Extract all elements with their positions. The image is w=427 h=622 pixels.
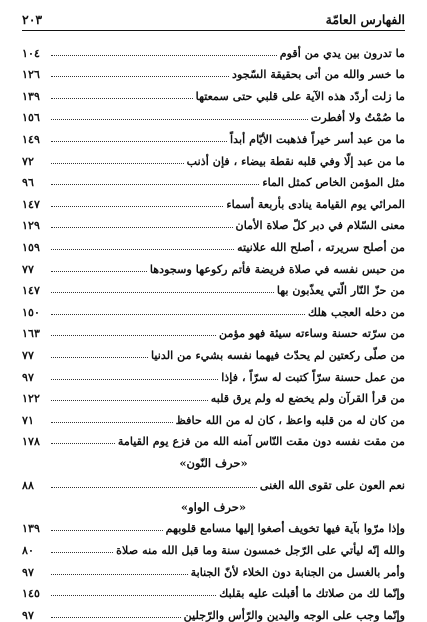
entry-page: ٩٦ xyxy=(22,175,35,190)
index-entry xyxy=(22,38,405,60)
dot-leader xyxy=(51,422,173,423)
dot-leader xyxy=(51,271,147,272)
entry-text: مثل المؤمن الخاص كمثل الماء xyxy=(262,175,405,190)
dot-leader xyxy=(51,552,113,553)
entry-page: ١٣٩ xyxy=(22,521,41,536)
dot-leader xyxy=(51,227,233,228)
entry-text: والله إنّه ليأتي على الرّجل خمسون سنة وما قبل الله منه صلاة xyxy=(116,543,405,558)
entry-page: ٧٧ xyxy=(22,261,35,276)
index-entry xyxy=(22,579,405,601)
entry-text: ما خسر والله من أتى بحقيقة السّجود xyxy=(231,67,405,82)
dot-leader xyxy=(51,335,216,336)
entry-page: ١٤٧ xyxy=(22,196,41,211)
entry-text: من أصلح سريرته ، أصلح الله علانيته xyxy=(237,239,405,254)
index-entry xyxy=(22,276,405,298)
entry-page: ١٤٧ xyxy=(22,283,41,298)
index-entry xyxy=(22,232,405,254)
index-entry xyxy=(22,146,405,168)
entry-text: من مقت نفسه دون مقت النّاس آمنه الله من فزع يوم القيامة xyxy=(117,434,405,449)
entry-text: وإنّما لك من صلاتك ما أقبلت عليه بقلبك xyxy=(219,586,405,601)
entry-page: ١٥٩ xyxy=(22,239,41,254)
index-entries xyxy=(22,38,405,622)
entry-text: من قرأ القرآن ولم يخضع له ولم يرق قلبه xyxy=(210,391,405,406)
index-entry xyxy=(22,297,405,319)
entry-page: ١٢٢ xyxy=(22,391,41,406)
entry-page: ١٥٦ xyxy=(22,110,41,125)
index-entry xyxy=(22,362,405,384)
index-entry xyxy=(22,81,405,103)
index-entry xyxy=(22,254,405,276)
entry-text: نعم العون على تقوى الله الغنى xyxy=(259,477,405,492)
entry-text: من سرّته حسنة وساءته سيئة فهو مؤمن xyxy=(218,326,405,341)
entry-text: معنى السّلام في دبر كلّ صلاة الأمان xyxy=(235,218,405,233)
dot-leader xyxy=(51,574,188,575)
entry-page: ٨٠ xyxy=(22,543,35,558)
dot-leader xyxy=(51,55,277,56)
index-entry xyxy=(22,427,405,449)
dot-leader xyxy=(51,184,259,185)
page-header xyxy=(22,10,405,28)
section-heading-noon: «حرف النّون» xyxy=(179,456,248,471)
dot-leader xyxy=(51,595,216,596)
entry-text: من دخله العجب هلك xyxy=(308,304,405,319)
section-heading-waw: «حرف الواو» xyxy=(180,499,247,514)
index-entry xyxy=(22,168,405,190)
entry-page: ١٢٩ xyxy=(22,218,41,233)
header-rule xyxy=(22,30,405,31)
entry-text: من حبس نفسه في صلاة فريضة فأتم ركوعها وسجودها xyxy=(149,261,405,276)
entry-page: ١٣٩ xyxy=(22,88,41,103)
index-entry xyxy=(22,557,405,579)
index-entry xyxy=(22,514,405,536)
index-entry xyxy=(22,470,405,492)
index-entry xyxy=(22,211,405,233)
entry-text: ما صُمْتُ ولا أفطرت xyxy=(310,110,405,125)
entry-text: ما من عبد أسر خيراً فذهبت الأيّام أبداً xyxy=(230,131,405,146)
index-entry xyxy=(22,60,405,82)
dot-leader xyxy=(51,530,163,531)
index-entry xyxy=(22,384,405,406)
entry-text: من عمل حسنة سرّاً كتبت له سرّاً ، فإذا xyxy=(221,369,405,384)
index-entry xyxy=(22,103,405,125)
entry-page: ٩٧ xyxy=(22,564,35,579)
entry-page: ٧١ xyxy=(22,412,35,427)
index-entry xyxy=(22,319,405,341)
entry-page: ٩٧ xyxy=(22,369,35,384)
entry-page: ٧٧ xyxy=(22,347,35,362)
dot-leader xyxy=(51,292,274,293)
dot-leader xyxy=(51,400,208,401)
entry-text: من حزّ النّار الّتي يعذّبون بها xyxy=(276,283,405,298)
dot-leader xyxy=(51,487,257,488)
entry-text: المرائي يوم القيامة ينادى بأربعة أسماء xyxy=(226,196,405,211)
dot-leader xyxy=(51,379,218,380)
entry-page: ٧٢ xyxy=(22,153,35,168)
entry-page: ١٢٦ xyxy=(22,67,41,82)
entry-page: ٩٧ xyxy=(22,607,35,622)
dot-leader xyxy=(51,249,234,250)
dot-leader xyxy=(51,119,308,120)
entry-page: ١٦٣ xyxy=(22,326,41,341)
entry-text: وإذا مرّوا بآية فيها تخويف أصغوا إليها مسامع قلوبهم xyxy=(165,521,405,536)
dot-leader xyxy=(51,314,305,315)
header-page-number: ٢٠٣ xyxy=(22,11,43,27)
index-entry xyxy=(22,189,405,211)
entry-page: ١٠٤ xyxy=(22,45,41,60)
entry-text: من كان له من قلبه واعظ ، كان له من الله حافظ xyxy=(175,412,405,427)
entry-text: ما تدرون بين يدي من أقوم xyxy=(279,45,405,60)
dot-leader xyxy=(51,76,229,77)
index-entry xyxy=(22,124,405,146)
index-entry xyxy=(22,600,405,622)
dot-leader xyxy=(51,98,193,99)
dot-leader xyxy=(51,163,184,164)
entry-page: ١٧٨ xyxy=(22,434,41,449)
entry-text: وإنّما وجب على الوجه واليدين والرّأس والرّجلين xyxy=(183,607,405,622)
entry-text: وأمر بالغسل من الجنابة دون الخلاء لأنّ الجنابة xyxy=(190,564,405,579)
entry-page: ١٤٩ xyxy=(22,131,41,146)
entry-text: ما من عبد إلّا وفي قلبه نقطة بيضاء ، فإن أذنب xyxy=(186,153,405,168)
dot-leader xyxy=(51,617,181,618)
dot-leader xyxy=(51,141,227,142)
dot-leader xyxy=(51,357,148,358)
index-entry xyxy=(22,340,405,362)
dot-leader xyxy=(51,443,115,444)
entry-text: ما زلت أردّد هذه الآية على قلبي حتى سمعتها xyxy=(195,88,405,103)
entry-text: من صلّى ركعتين لم يحدّث فيهما نفسه بشيء من الدنيا xyxy=(150,347,405,362)
index-entry xyxy=(22,405,405,427)
dot-leader xyxy=(51,206,223,207)
index-entry xyxy=(22,535,405,557)
entry-page: ١٤٥ xyxy=(22,586,41,601)
entry-page: ١٥٠ xyxy=(22,304,41,319)
header-title: الفهارس العامّة xyxy=(325,11,405,27)
entry-page: ٨٨ xyxy=(22,477,35,492)
